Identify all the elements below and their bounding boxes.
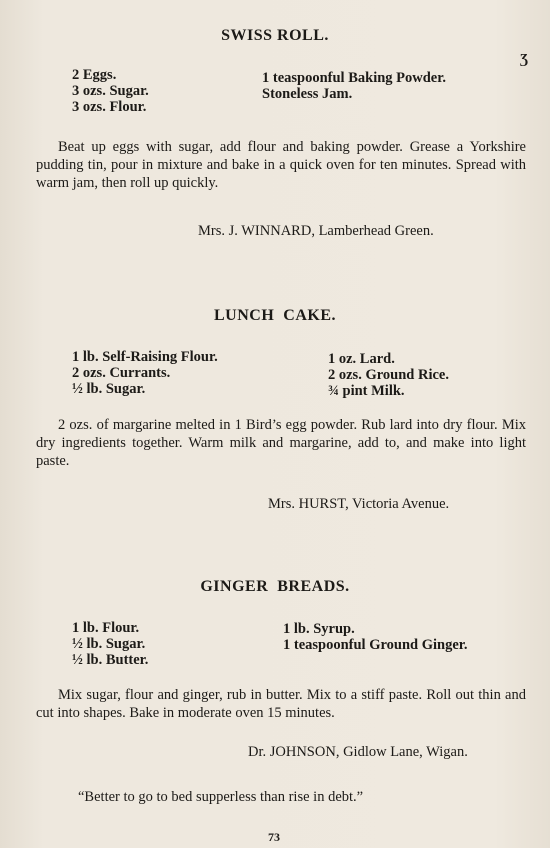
ingredient: ¾ pint Milk. — [328, 383, 405, 399]
recipe-title-ginger-breads: GINGER BREADS. — [200, 578, 350, 595]
ingredients-left-swiss-roll — [72, 67, 149, 115]
ingredient: 2 Eggs. — [72, 67, 117, 83]
method-ginger-breads — [36, 686, 526, 722]
margin-mark: Ʒ — [520, 52, 529, 67]
ingredients-right-ginger-breads — [283, 621, 468, 653]
ingredient: 1 teaspoonful Ground Ginger. — [283, 637, 468, 653]
ingredient: 1 lb. Syrup. — [283, 621, 355, 637]
author-ginger-breads: Dr. JOHNSON, Gidlow Lane, Wigan. — [248, 744, 468, 760]
method-swiss-roll — [36, 138, 526, 192]
ingredients-right-lunch-cake — [328, 351, 449, 399]
ingredient: 1 lb. Self-Raising Flour. — [72, 349, 218, 365]
ingredient: 2 ozs. Currants. — [72, 365, 171, 381]
motto: “Better to go to bed supperless than rise in debt.” — [78, 789, 364, 805]
author-lunch-cake: Mrs. HURST, Victoria Avenue. — [268, 496, 450, 512]
author-swiss-roll: Mrs. J. WINNARD, Lamberhead Green. — [198, 223, 434, 239]
ingredient: 1 oz. Lard. — [328, 351, 395, 367]
ingredient: Stoneless Jam. — [262, 86, 353, 102]
ingredient: 1 lb. Flour. — [72, 620, 140, 636]
method-lunch-cake — [36, 416, 526, 470]
ingredient: 3 ozs. Flour. — [72, 99, 147, 115]
ingredients-right-swiss-roll — [262, 70, 446, 102]
ingredients-left-ginger-breads — [72, 620, 148, 668]
ingredient: ½ lb. Sugar. — [72, 381, 146, 397]
ingredient: ½ lb. Sugar. — [72, 636, 146, 652]
ingredient: 2 ozs. Ground Rice. — [328, 367, 449, 383]
method-text: 2 ozs. of margarine melted in 1 Bird’s egg powder. Rub lard into dry flour. Mix dry ingredients together. Warm milk and margarine, add to, and make into light paste. — [36, 417, 526, 469]
recipe-title-swiss-roll: SWISS ROLL. — [221, 27, 329, 44]
ingredient: 3 ozs. Sugar. — [72, 83, 149, 99]
ingredients-left-lunch-cake — [72, 349, 218, 397]
recipe-title-lunch-cake: LUNCH CAKE. — [213, 307, 336, 324]
method-text: Beat up eggs with sugar, add flour and baking powder. Grease a Yorkshire pudding tin, pour in mixture and bake in a quick oven for ten minutes. Spread with warm jam, then roll up quickly. — [36, 139, 526, 191]
ingredient: 1 teaspoonful Baking Powder. — [262, 70, 446, 86]
page-number: 73 — [268, 830, 280, 844]
method-text: Mix sugar, flour and ginger, rub in butter. Mix to a stiff paste. Roll out thin and cut into shapes. Bake in moderate oven 15 minutes. — [36, 687, 526, 721]
ingredient: ½ lb. Butter. — [72, 652, 149, 668]
